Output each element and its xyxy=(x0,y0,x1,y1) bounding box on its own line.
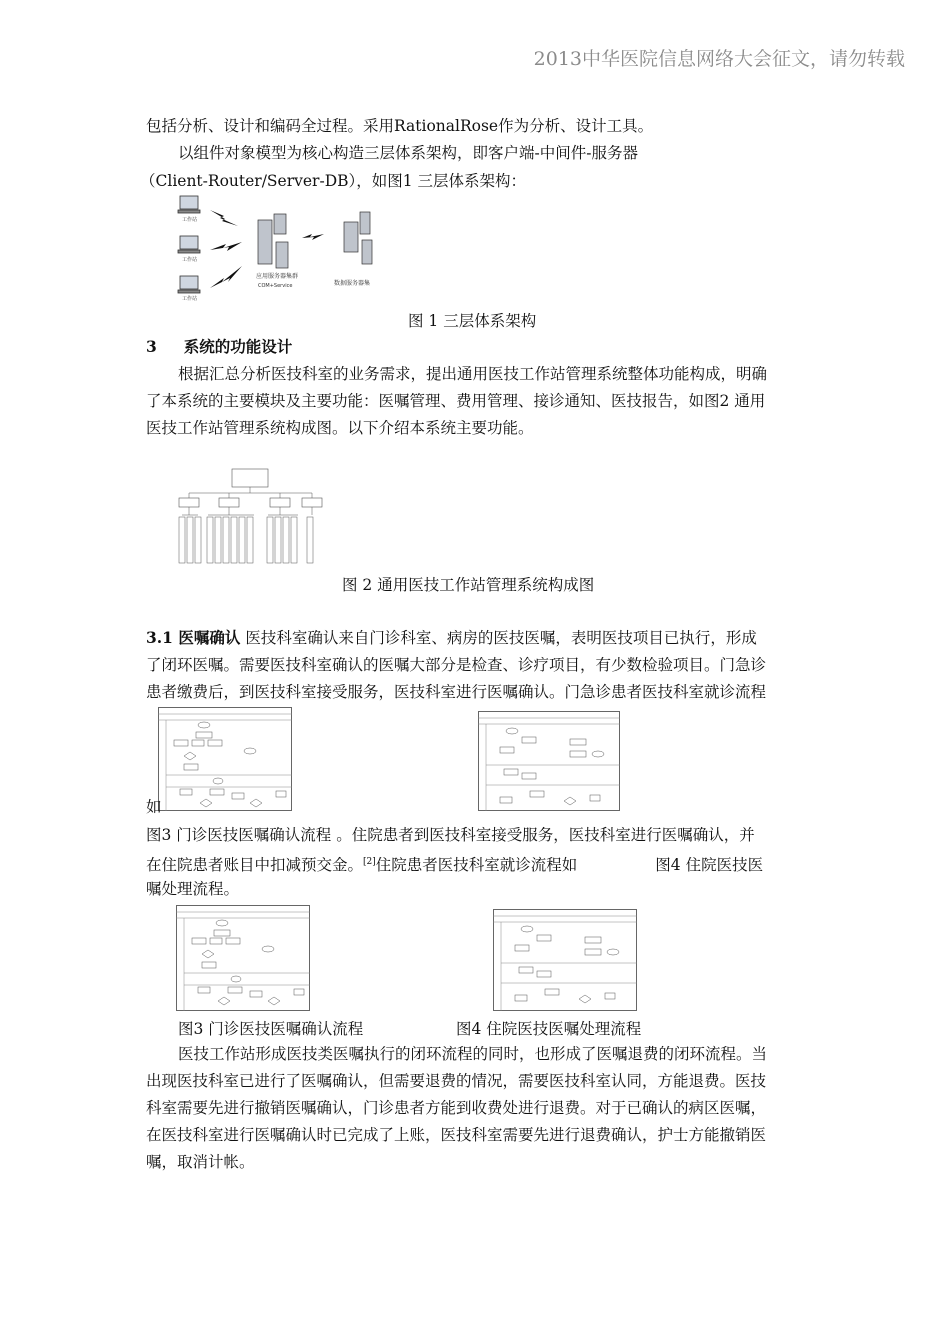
citation-ref: [2] xyxy=(363,857,376,867)
server-icon xyxy=(258,212,372,268)
structure-tree xyxy=(176,467,328,567)
paragraph-word: 如 xyxy=(146,798,162,816)
paragraph-line: 根据汇总分析医技科室的业务需求，提出通用医技工作站管理系统整体功能构成，明确 xyxy=(178,365,768,383)
flowchart xyxy=(158,707,292,811)
paragraph-text: 图4 住院医技医 xyxy=(655,856,764,874)
paragraph-line: 嘱，取消计帐。 xyxy=(146,1153,255,1171)
app-server-sublabel: COM+Service xyxy=(258,283,293,289)
paragraph-line: 嘱处理流程。 xyxy=(146,880,240,898)
paragraph-line: （Client-Router/Server-DB），如图1 三层体系架构： xyxy=(140,172,527,190)
workstation-label: 工作站 xyxy=(182,217,198,223)
section-3-1-text: 医技科室确认来自门诊科室、病房的医技医嘱，表明医技项目已执行，形成 xyxy=(240,629,757,647)
db-server-label: 数据服务器集 xyxy=(334,280,371,287)
workstation-icon xyxy=(178,196,200,293)
workstation-label: 工作站 xyxy=(182,296,198,302)
paragraph-line: 医技工作站形成医技类医嘱执行的闭环流程的同时，也形成了医嘱退费的闭环流程。当 xyxy=(178,1045,768,1063)
flowchart xyxy=(493,909,637,1011)
paragraph-text: 在住院患者账目中扣减预交金。 xyxy=(146,856,364,874)
paragraph-text: 住院患者医技科室就诊流程如 xyxy=(375,856,578,874)
paragraph-line: 医技工作站管理系统构成图。以下介绍本系统主要功能。 xyxy=(146,419,534,437)
section-3-1-title: 医嘱确认 xyxy=(178,628,241,647)
figure-1-caption: 图 1 三层体系架构 xyxy=(408,312,537,330)
page-header: 2013中华医院信息网络大会征文，请勿转载 xyxy=(533,48,905,70)
paragraph-line: 图3 门诊医技医嘱确认流程 。住院患者到医技科室接受服务，医技科室进行医嘱确认，并 xyxy=(146,826,755,844)
figure-2-caption: 图 2 通用医技工作站管理系统构成图 xyxy=(342,576,595,594)
section-3-1-number: 3.1 xyxy=(146,628,179,647)
flowchart xyxy=(176,905,310,1011)
paragraph-line: 科室需要先进行撤销医嘱确认，门诊患者方能到收费处进行退费。对于已确认的病区医嘱， xyxy=(146,1099,767,1117)
figure-3-flowchart xyxy=(176,905,310,1011)
section-3-heading: 3 系统的功能设计 xyxy=(146,337,293,356)
paragraph-line: 了本系统的主要模块及主要功能：医嘱管理、费用管理、接诊通知、医技报告，如图2 通用 xyxy=(146,392,766,410)
figure-3-caption: 图3 门诊医技医嘱确认流程 xyxy=(178,1020,364,1038)
figure-4-thumbnail-top xyxy=(478,711,620,811)
paragraph-line: 出现医技科室已进行了医嘱确认，但需要退费的情况，需要医技科室认同，方能退费。医技 xyxy=(146,1072,767,1090)
app-server-label: 应用服务器集群 xyxy=(256,273,299,280)
flowchart xyxy=(478,711,620,811)
figure-2-structure xyxy=(176,467,328,567)
architecture-diagram xyxy=(172,192,412,304)
workstation-label: 工作站 xyxy=(182,257,198,263)
paragraph-line xyxy=(146,852,763,875)
section-3-1-line xyxy=(146,628,757,648)
paragraph-line: 了闭环医嘱。需要医技科室确认的医嘱大部分是检查、诊疗项目，有少数检验项目。门急诊 xyxy=(146,656,767,674)
figure-1-architecture xyxy=(172,192,412,304)
paragraph-line: 在医技科室进行医嘱确认时已完成了上账，医技科室需要先进行退费确认，护士方能撤销医 xyxy=(146,1126,767,1144)
paragraph-line: 以组件对象模型为核心构造三层体系架构，即客户端-中间件-服务器 xyxy=(178,144,638,162)
figure-4-caption: 图4 住院医技医嘱处理流程 xyxy=(456,1020,642,1038)
figure-4-flowchart xyxy=(493,909,637,1011)
figure-3-thumbnail-top xyxy=(158,707,292,811)
paragraph-line: 患者缴费后，到医技科室接受服务，医技科室进行医嘱确认。门急诊患者医技科室就诊流程 xyxy=(146,683,767,701)
paragraph-line: 包括分析、设计和编码全过程。采用RationalRose作为分析、设计工具。 xyxy=(146,117,654,135)
